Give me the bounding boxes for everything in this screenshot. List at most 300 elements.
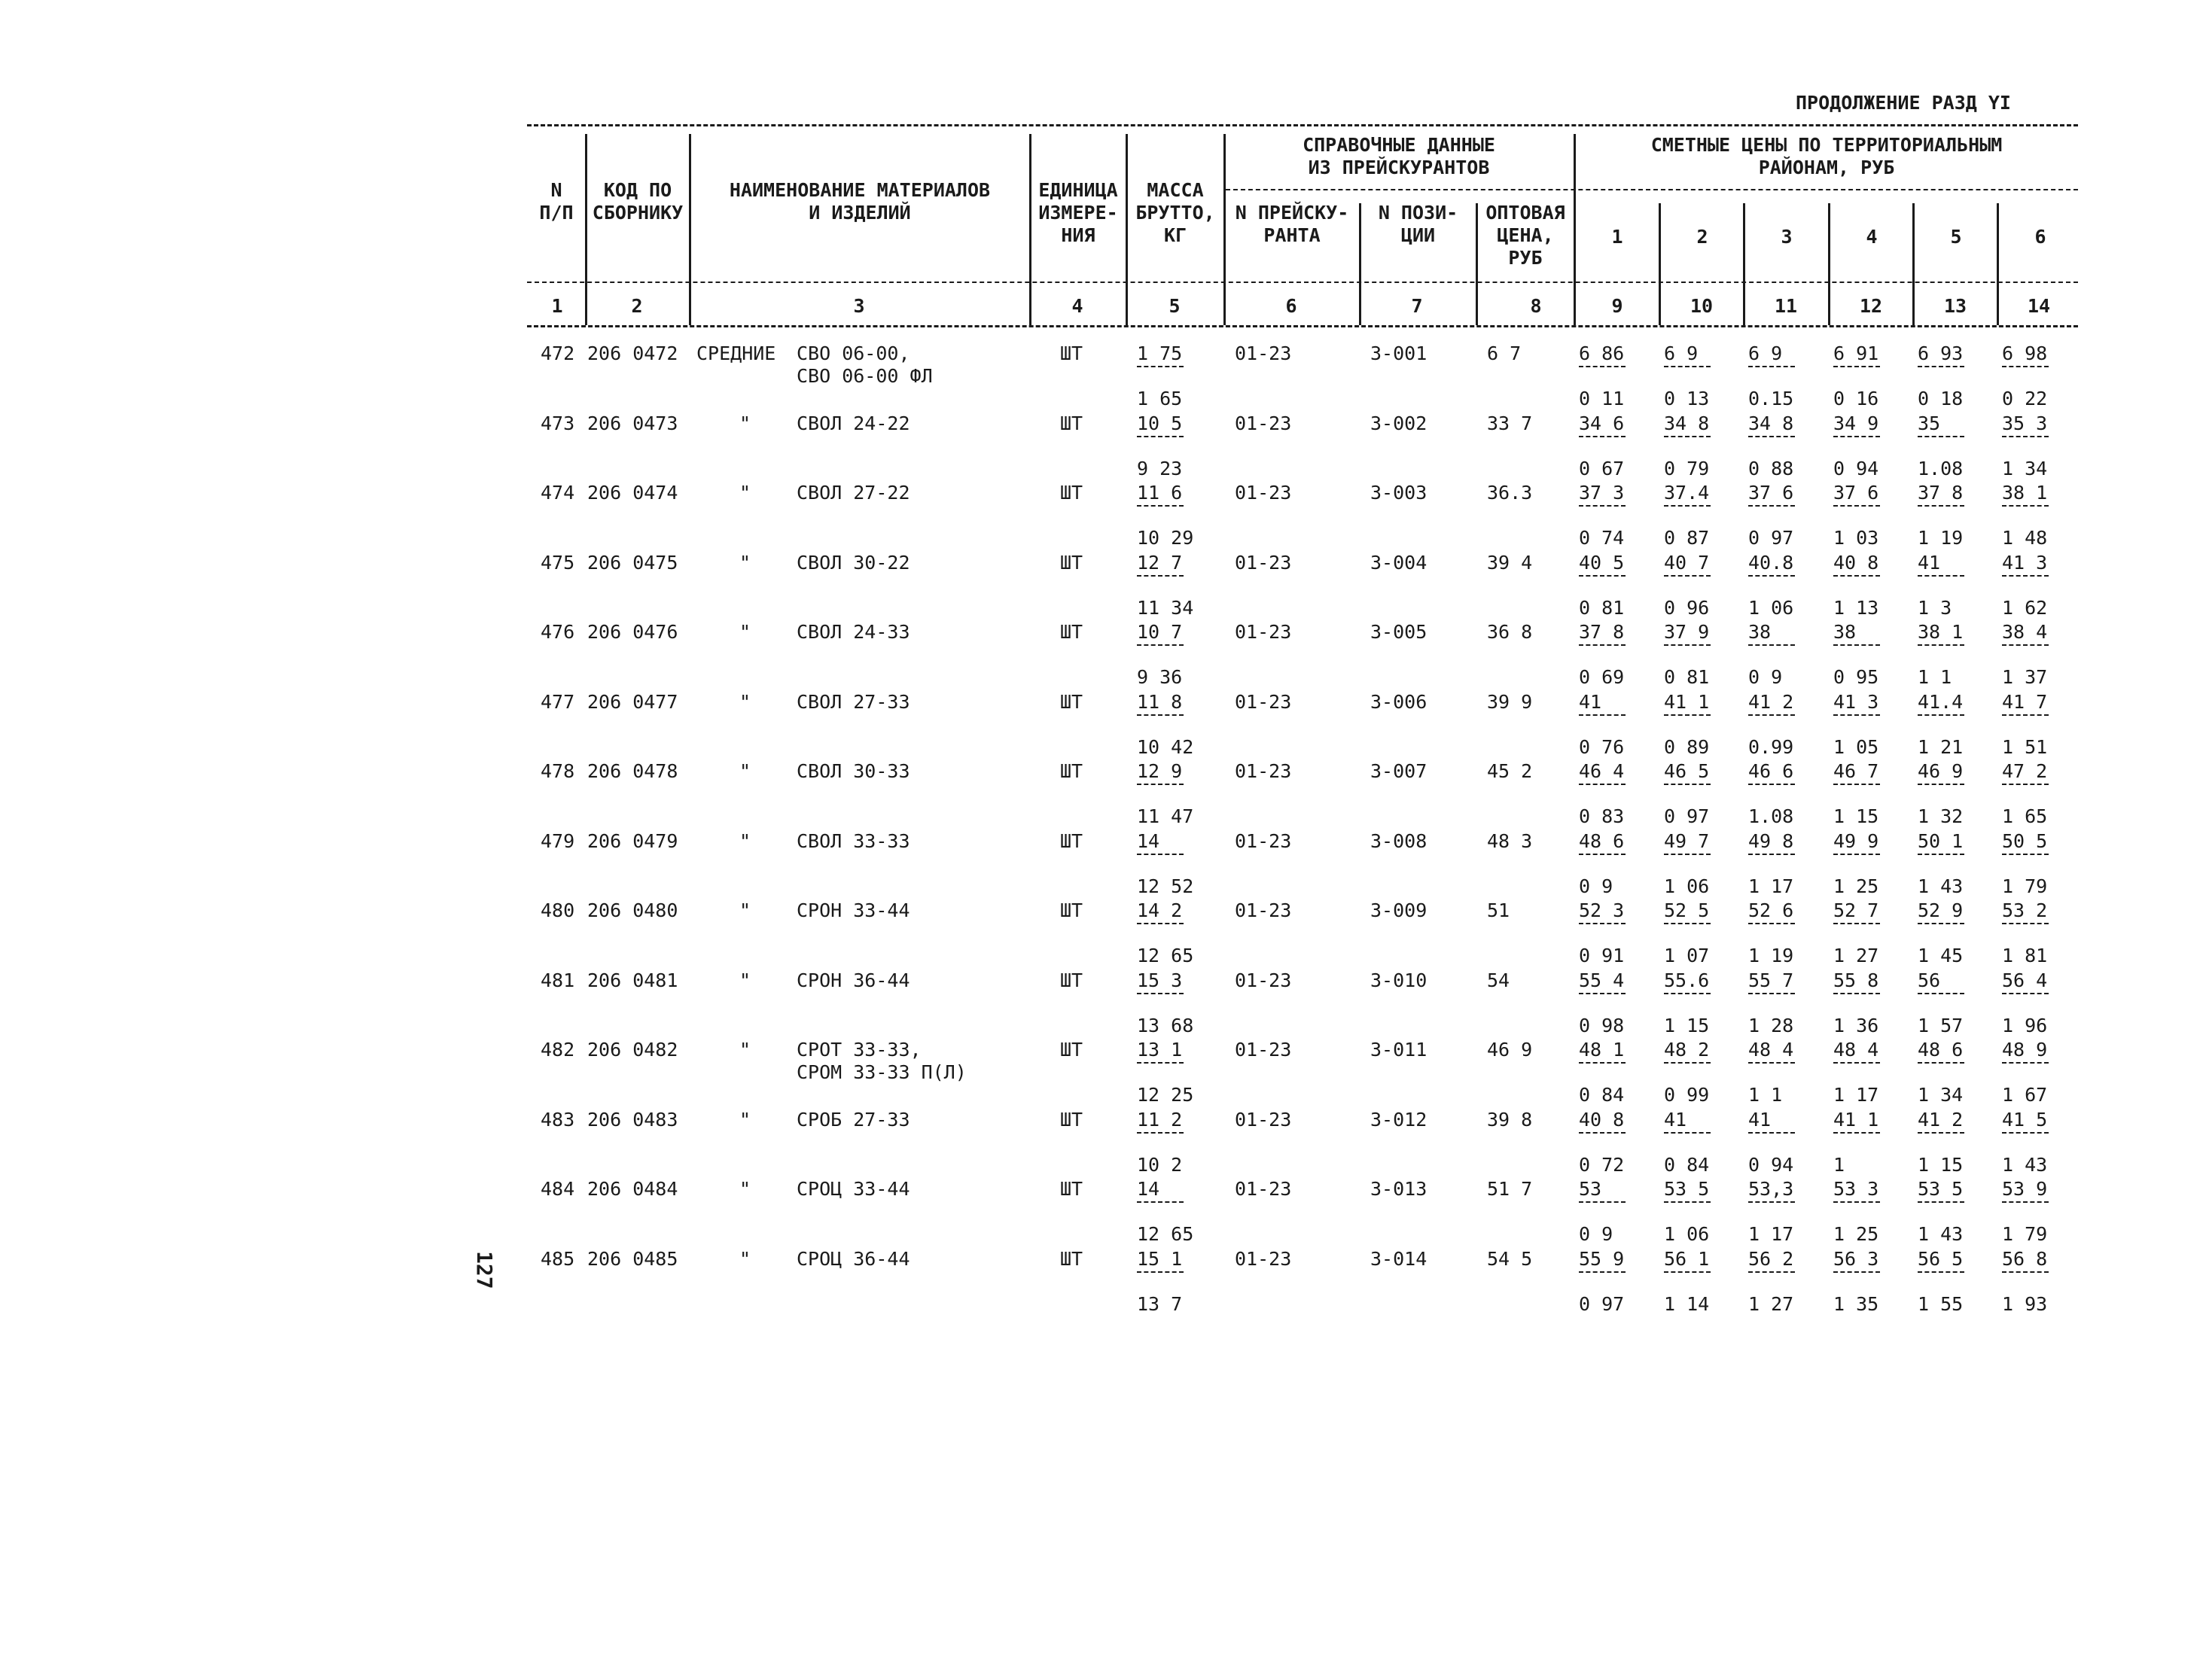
header-name-line1: НАИМЕНОВАНИЕ МАТЕРИАЛОВ <box>729 179 991 201</box>
row-prefix: " <box>739 969 751 991</box>
row-region-price: 40 8 <box>1833 551 1879 574</box>
row-position: 3-004 <box>1370 551 1428 574</box>
row-region-price-secondary: 1 51 <box>2002 735 2048 758</box>
row-region-price: 50 1 <box>1918 829 1964 852</box>
fraction-dash <box>1748 575 1795 577</box>
group-rule <box>1226 189 2078 190</box>
row-region-price: 37 9 <box>1664 621 1710 643</box>
fraction-dash <box>1137 993 1184 994</box>
row-region-price-secondary: 0 81 <box>1579 596 1625 619</box>
row-wholesale: 51 <box>1487 899 1510 921</box>
row-region-price: 6 86 <box>1579 342 1625 364</box>
row-prefix: " <box>739 1178 751 1200</box>
row-mass-secondary: 10 2 <box>1137 1153 1183 1176</box>
region-header-6: 6 <box>2034 226 2046 248</box>
row-region-price: 56 2 <box>1748 1247 1794 1270</box>
row-region-price-secondary: 0 9 <box>1748 666 1783 688</box>
header-wholesale <box>1476 202 1574 269</box>
row-unit: ШТ <box>1060 621 1083 643</box>
row-region-price: 38 <box>1748 621 1772 643</box>
row-number: 472 <box>541 342 575 364</box>
row-unit: ШТ <box>1060 1108 1083 1131</box>
region-header-2: 2 <box>1696 226 1708 248</box>
row-pricelist: 01-23 <box>1235 621 1292 643</box>
fraction-dash <box>1918 575 1964 577</box>
fraction-dash <box>2002 1271 2049 1273</box>
fraction-dash <box>1664 1132 1711 1134</box>
row-number: 473 <box>541 412 575 434</box>
row-region-price-secondary: 0 96 <box>1664 596 1710 619</box>
row-region-price-secondary: 0 13 <box>1664 388 1710 409</box>
row-pricelist: 01-23 <box>1235 690 1292 713</box>
fraction-dash <box>1579 784 1626 785</box>
row-code: 206 0484 <box>587 1178 678 1200</box>
row-region-price-secondary: 0 89 <box>1664 735 1710 758</box>
header-unit-line1: ЕДИНИЦА <box>1038 179 1118 201</box>
page-number: 127 <box>472 1251 497 1289</box>
row-region-price: 55 9 <box>1579 1247 1625 1270</box>
fraction-dash <box>1833 993 1880 994</box>
header-regions-line2: РАЙОНАМ, РУБ <box>1758 157 1895 178</box>
row-region-price-secondary: 1 28 <box>1748 1014 1794 1036</box>
fraction-dash <box>1137 923 1184 924</box>
row-region-price-secondary: 1.08 <box>1748 805 1794 827</box>
fraction-dash <box>2002 505 2049 507</box>
fraction-dash <box>1664 854 1711 855</box>
row-region-price: 41 <box>1748 1108 1772 1131</box>
row-region-price-secondary: 0 94 <box>1748 1153 1794 1176</box>
row-name: СВОЛ 33-33 <box>797 829 910 852</box>
row-prefix: " <box>739 482 751 504</box>
column-number: 2 <box>631 295 643 317</box>
row-region-price-secondary: 0 91 <box>1579 945 1625 966</box>
fraction-dash <box>1833 923 1880 924</box>
row-pricelist: 01-23 <box>1235 829 1292 852</box>
fraction-dash <box>1579 1271 1626 1273</box>
fraction-dash <box>1918 854 1964 855</box>
header-name <box>690 179 1030 224</box>
row-region-price-secondary: 0 79 <box>1664 457 1710 479</box>
row-unit: ШТ <box>1060 969 1083 991</box>
row-number: 475 <box>541 551 575 574</box>
column-number: 8 <box>1530 295 1542 317</box>
row-code: 206 0475 <box>587 551 678 574</box>
header-position <box>1360 202 1476 247</box>
row-region-price: 41 2 <box>1918 1108 1964 1131</box>
fraction-dash <box>1137 714 1184 716</box>
fraction-dash <box>1748 366 1795 367</box>
row-pricelist: 01-23 <box>1235 342 1292 364</box>
row-region-price: 52 5 <box>1664 899 1710 921</box>
row-region-price: 50 5 <box>2002 829 2048 852</box>
row-prefix: " <box>739 412 751 434</box>
row-number: 482 <box>541 1039 575 1061</box>
row-mass: 12 7 <box>1137 551 1183 574</box>
fraction-dash <box>1579 923 1626 924</box>
row-number: 476 <box>541 621 575 643</box>
fraction-dash <box>1833 436 1880 437</box>
row-region-price-secondary: 1 96 <box>2002 1014 2048 1036</box>
row-region-price-secondary: 0 69 <box>1579 666 1625 688</box>
fraction-dash <box>1833 1201 1880 1203</box>
row-mass: 11 2 <box>1137 1108 1183 1131</box>
row-code: 206 0479 <box>587 829 678 852</box>
header-unit-line3: НИЯ <box>1061 224 1095 246</box>
row-name: СВОЛ 30-33 <box>797 760 910 782</box>
row-region-price-secondary: 0 9 <box>1579 1223 1613 1245</box>
row-region-price-secondary: 0 97 <box>1579 1292 1625 1315</box>
fraction-dash <box>1137 575 1184 577</box>
row-region-price-secondary: 1 15 <box>1833 805 1879 827</box>
row-name: СВО 06-00, <box>797 342 910 364</box>
fraction-dash <box>1918 366 1964 367</box>
fraction-dash <box>1748 993 1795 994</box>
row-unit: ШТ <box>1060 1247 1083 1270</box>
fraction-dash <box>2002 644 2049 646</box>
row-region-price: 55.6 <box>1664 969 1710 991</box>
row-prefix: СРЕДНИЕ <box>696 342 776 364</box>
header-wholesale-line1: ОПТОВАЯ <box>1485 202 1565 224</box>
row-code: 206 0478 <box>587 760 678 782</box>
row-region-price: 37 3 <box>1579 482 1625 504</box>
row-region-price-secondary: 0 99 <box>1664 1084 1710 1106</box>
header-top-rule <box>527 124 2078 126</box>
row-region-price: 41 <box>1664 1108 1687 1131</box>
row-region-price-secondary: 1 13 <box>1833 596 1879 619</box>
fraction-dash <box>1748 714 1795 716</box>
row-region-price: 37 8 <box>1579 621 1625 643</box>
fraction-dash <box>1748 1271 1795 1273</box>
row-region-price: 48 1 <box>1579 1039 1625 1061</box>
row-region-price-secondary: 0.15 <box>1748 388 1794 409</box>
fraction-dash <box>1833 575 1880 577</box>
row-mass-secondary: 9 36 <box>1137 666 1183 688</box>
fraction-dash <box>1748 784 1795 785</box>
row-region-price-secondary: 0 74 <box>1579 527 1625 549</box>
fraction-dash <box>1748 854 1795 855</box>
row-region-price-secondary: 1 25 <box>1833 875 1879 897</box>
row-unit: ШТ <box>1060 829 1083 852</box>
row-region-price: 48 9 <box>2002 1039 2048 1061</box>
row-number: 483 <box>541 1108 575 1131</box>
row-region-price: 6 9 <box>1664 342 1699 364</box>
fraction-dash <box>1664 714 1711 716</box>
row-region-price-secondary: 1 43 <box>2002 1153 2048 1176</box>
fraction-dash <box>2002 923 2049 924</box>
row-region-price: 6 98 <box>2002 342 2048 364</box>
row-region-price-secondary: 1 06 <box>1748 596 1794 619</box>
row-unit: ШТ <box>1060 551 1083 574</box>
fraction-dash <box>1579 436 1626 437</box>
row-mass: 15 1 <box>1137 1247 1183 1270</box>
row-number: 477 <box>541 690 575 713</box>
row-region-price-secondary: 0 87 <box>1664 527 1710 549</box>
row-region-price: 41 <box>1579 690 1602 713</box>
col-sep <box>689 134 691 325</box>
fraction-dash <box>1918 1132 1964 1134</box>
fraction-dash <box>1918 1271 1964 1273</box>
fraction-dash <box>2002 436 2049 437</box>
fraction-dash <box>1748 436 1795 437</box>
row-pricelist: 01-23 <box>1235 1039 1292 1061</box>
fraction-dash <box>1918 714 1964 716</box>
row-code: 206 0477 <box>587 690 678 713</box>
row-mass-secondary: 10 42 <box>1137 735 1194 758</box>
column-number: 12 <box>1859 295 1883 317</box>
row-position: 3-013 <box>1370 1178 1428 1200</box>
row-wholesale: 6 7 <box>1487 342 1522 364</box>
fraction-dash <box>1918 993 1964 994</box>
row-region-price-secondary: 1 15 <box>1918 1153 1964 1176</box>
fraction-dash <box>1918 644 1964 646</box>
row-region-price: 40 7 <box>1664 551 1710 574</box>
region-header-3: 3 <box>1781 226 1793 248</box>
row-region-price-secondary: 0 11 <box>1579 388 1625 409</box>
fraction-dash <box>2002 1201 2049 1203</box>
row-region-price-secondary: 1 06 <box>1664 1223 1710 1245</box>
fraction-dash <box>2002 366 2049 367</box>
row-region-price-secondary: 0 83 <box>1579 805 1625 827</box>
header-n-line2: П/П <box>539 202 574 224</box>
row-name: СРОН 33-44 <box>797 899 910 921</box>
row-region-price: 38 4 <box>2002 621 2048 643</box>
header-pricelist-line2: РАНТА <box>1263 224 1321 246</box>
row-mass: 13 1 <box>1137 1039 1183 1061</box>
row-number: 485 <box>541 1247 575 1270</box>
fraction-dash <box>1664 644 1711 646</box>
row-wholesale: 54 <box>1487 969 1510 991</box>
row-region-price: 55 8 <box>1833 969 1879 991</box>
fraction-dash <box>1918 784 1964 785</box>
row-number: 478 <box>541 760 575 782</box>
row-region-price-secondary: 1 17 <box>1748 1223 1794 1245</box>
row-region-price: 34 8 <box>1664 412 1710 434</box>
row-number: 484 <box>541 1178 575 1200</box>
row-region-price: 56 8 <box>2002 1247 2048 1270</box>
header-regions-line1: СМЕТНЫЕ ЦЕНЫ ПО ТЕРРИТОРИАЛЬНЫМ <box>1650 134 2003 156</box>
row-number: 480 <box>541 899 575 921</box>
row-prefix: " <box>739 1039 751 1061</box>
fraction-dash <box>2002 714 2049 716</box>
header-mass-line1: МАССА <box>1147 179 1204 201</box>
row-region-price: 38 1 <box>2002 482 2048 504</box>
header-position-line1: N ПОЗИ- <box>1378 202 1458 224</box>
row-code: 206 0485 <box>587 1247 678 1270</box>
row-region-price-secondary: 1 06 <box>1664 875 1710 897</box>
row-region-price: 52 7 <box>1833 899 1879 921</box>
row-region-price: 48 6 <box>1579 829 1625 852</box>
col-sep <box>1828 203 1830 325</box>
row-position: 3-002 <box>1370 412 1428 434</box>
row-region-price-secondary: 1 27 <box>1748 1292 1794 1315</box>
header-ref-group <box>1224 134 1574 179</box>
fraction-dash <box>1918 1201 1964 1203</box>
row-region-price: 46 4 <box>1579 760 1625 782</box>
row-mass-secondary: 9 23 <box>1137 457 1183 479</box>
row-region-price: 40 5 <box>1579 551 1625 574</box>
column-number: 5 <box>1169 295 1181 317</box>
col-sep <box>1912 203 1915 325</box>
row-region-price-secondary: 1 62 <box>2002 596 2048 619</box>
row-code: 206 0476 <box>587 621 678 643</box>
header-code-line2: СБОРНИКУ <box>592 202 684 224</box>
row-pricelist: 01-23 <box>1235 482 1292 504</box>
header-code <box>586 179 690 224</box>
row-region-price-secondary: 1 93 <box>2002 1292 2048 1315</box>
row-wholesale: 36.3 <box>1487 482 1533 504</box>
fraction-dash <box>1579 575 1626 577</box>
row-unit: ШТ <box>1060 412 1083 434</box>
row-region-price-secondary: 0 72 <box>1579 1153 1625 1176</box>
row-region-price: 6 91 <box>1833 342 1879 364</box>
header-mass-line2: БРУТТО, <box>1135 202 1215 224</box>
fraction-dash <box>1137 436 1184 437</box>
row-region-price-secondary: 1 45 <box>1918 945 1964 966</box>
row-pricelist: 01-23 <box>1235 1178 1292 1200</box>
row-region-price-secondary: 0 98 <box>1579 1014 1625 1036</box>
row-region-price: 49 7 <box>1664 829 1710 852</box>
column-number: 13 <box>1943 295 1967 317</box>
row-region-price-secondary: 1 14 <box>1664 1292 1710 1315</box>
row-region-price-secondary: 1 03 <box>1833 527 1879 549</box>
row-region-price: 55 7 <box>1748 969 1794 991</box>
row-unit: ШТ <box>1060 690 1083 713</box>
fraction-dash <box>1579 505 1626 507</box>
fraction-dash <box>1918 1062 1964 1064</box>
row-region-price: 41 5 <box>2002 1108 2048 1131</box>
row-region-price-secondary: 1 17 <box>1833 1084 1879 1106</box>
header-n <box>527 179 586 224</box>
fraction-dash <box>1137 1132 1184 1134</box>
row-region-price-secondary: 1 37 <box>2002 666 2048 688</box>
header-position-line2: ЦИИ <box>1400 224 1436 246</box>
row-mass: 14 <box>1137 829 1160 852</box>
row-code: 206 0473 <box>587 412 678 434</box>
row-region-price: 48 6 <box>1918 1039 1964 1061</box>
row-region-price-secondary: 1 35 <box>1833 1292 1879 1315</box>
row-region-price: 48 4 <box>1833 1039 1879 1061</box>
row-unit: ШТ <box>1060 760 1083 782</box>
fraction-dash <box>1833 1062 1880 1064</box>
row-position: 3-008 <box>1370 829 1428 852</box>
row-region-price: 34 9 <box>1833 412 1879 434</box>
row-region-price: 53 2 <box>2002 899 2048 921</box>
fraction-dash <box>2002 1062 2049 1064</box>
fraction-dash <box>1137 366 1184 367</box>
header-bottom-rule <box>527 325 2078 327</box>
fraction-dash <box>1664 366 1711 367</box>
row-region-price: 52 3 <box>1579 899 1625 921</box>
row-name: СВОЛ 30-22 <box>797 551 910 574</box>
fraction-dash <box>1833 644 1880 646</box>
row-name: СВОЛ 24-22 <box>797 412 910 434</box>
header-name-line2: И ИЗДЕЛИЙ <box>809 202 911 224</box>
header-ref-group-line1: СПРАВОЧНЫЕ ДАННЫЕ <box>1303 134 1495 156</box>
row-region-price-secondary: 0 9 <box>1579 875 1613 897</box>
row-number: 479 <box>541 829 575 852</box>
row-number: 481 <box>541 969 575 991</box>
row-mass-secondary: 12 65 <box>1137 945 1194 966</box>
row-wholesale: 51 7 <box>1487 1178 1533 1200</box>
row-region-price: 41.4 <box>1918 690 1964 713</box>
row-region-price: 53 5 <box>1664 1178 1710 1200</box>
row-prefix: " <box>739 899 751 921</box>
row-region-price: 41 <box>1918 551 1941 574</box>
row-region-price-secondary: 1 48 <box>2002 527 2048 549</box>
col-sep <box>1743 203 1745 325</box>
row-region-price: 49 8 <box>1748 829 1794 852</box>
fraction-dash <box>1579 854 1626 855</box>
row-unit: ШТ <box>1060 1178 1083 1200</box>
row-region-price: 48 2 <box>1664 1039 1710 1061</box>
row-mass: 11 8 <box>1137 690 1183 713</box>
row-region-price: 35 <box>1918 412 1941 434</box>
fraction-dash <box>1664 1201 1711 1203</box>
row-region-price: 41 7 <box>2002 690 2048 713</box>
fraction-dash <box>2002 854 2049 855</box>
row-region-price-secondary: 0 18 <box>1918 388 1964 409</box>
row-region-price: 34 6 <box>1579 412 1625 434</box>
fraction-dash <box>1137 1062 1184 1064</box>
row-prefix: " <box>739 551 751 574</box>
row-region-price-secondary: 1 81 <box>2002 945 2048 966</box>
row-region-price: 49 9 <box>1833 829 1879 852</box>
header-regions-group <box>1574 134 2079 179</box>
row-region-price: 41 3 <box>2002 551 2048 574</box>
fraction-dash <box>1137 1271 1184 1273</box>
row-region-price: 53 <box>1579 1178 1602 1200</box>
row-mass-secondary: 1 65 <box>1137 388 1183 409</box>
row-mass: 14 2 <box>1137 899 1183 921</box>
row-wholesale: 33 7 <box>1487 412 1533 434</box>
row-region-price-secondary: 1 79 <box>2002 1223 2048 1245</box>
row-region-price: 35 3 <box>2002 412 2048 434</box>
row-wholesale: 46 9 <box>1487 1039 1533 1061</box>
row-region-price: 46 5 <box>1664 760 1710 782</box>
row-position: 3-010 <box>1370 969 1428 991</box>
row-region-price: 6 9 <box>1748 342 1783 364</box>
row-region-price-secondary: 1 07 <box>1664 945 1710 966</box>
row-region-price-secondary: 1 67 <box>2002 1084 2048 1106</box>
row-unit: ШТ <box>1060 342 1083 364</box>
row-mass-secondary: 11 47 <box>1137 805 1194 827</box>
fraction-dash <box>1579 1132 1626 1134</box>
row-region-price: 41 1 <box>1664 690 1710 713</box>
fraction-dash <box>1833 366 1880 367</box>
row-mass-secondary: 13 68 <box>1137 1014 1194 1036</box>
fraction-dash <box>1664 436 1711 437</box>
row-wholesale: 45 2 <box>1487 760 1533 782</box>
row-region-price: 52 9 <box>1918 899 1964 921</box>
row-region-price: 46 6 <box>1748 760 1794 782</box>
row-pricelist: 01-23 <box>1235 551 1292 574</box>
fraction-dash <box>1664 923 1711 924</box>
row-region-price: 55 4 <box>1579 969 1625 991</box>
row-region-price: 53 9 <box>2002 1178 2048 1200</box>
column-number: 6 <box>1285 295 1297 317</box>
row-region-price-secondary: 0 22 <box>2002 388 2048 409</box>
row-name: СРОЦ 36-44 <box>797 1247 910 1270</box>
column-number: 1 <box>551 295 563 317</box>
row-position: 3-003 <box>1370 482 1428 504</box>
row-region-price: 56 3 <box>1833 1247 1879 1270</box>
row-region-price-secondary: 1 57 <box>1918 1014 1964 1036</box>
row-region-price: 56 4 <box>2002 969 2048 991</box>
row-name: СРОМ 33-33 П(Л) <box>797 1061 967 1083</box>
row-region-price: 48 4 <box>1748 1039 1794 1061</box>
row-mass-secondary: 11 34 <box>1137 596 1194 619</box>
fraction-dash <box>2002 575 2049 577</box>
